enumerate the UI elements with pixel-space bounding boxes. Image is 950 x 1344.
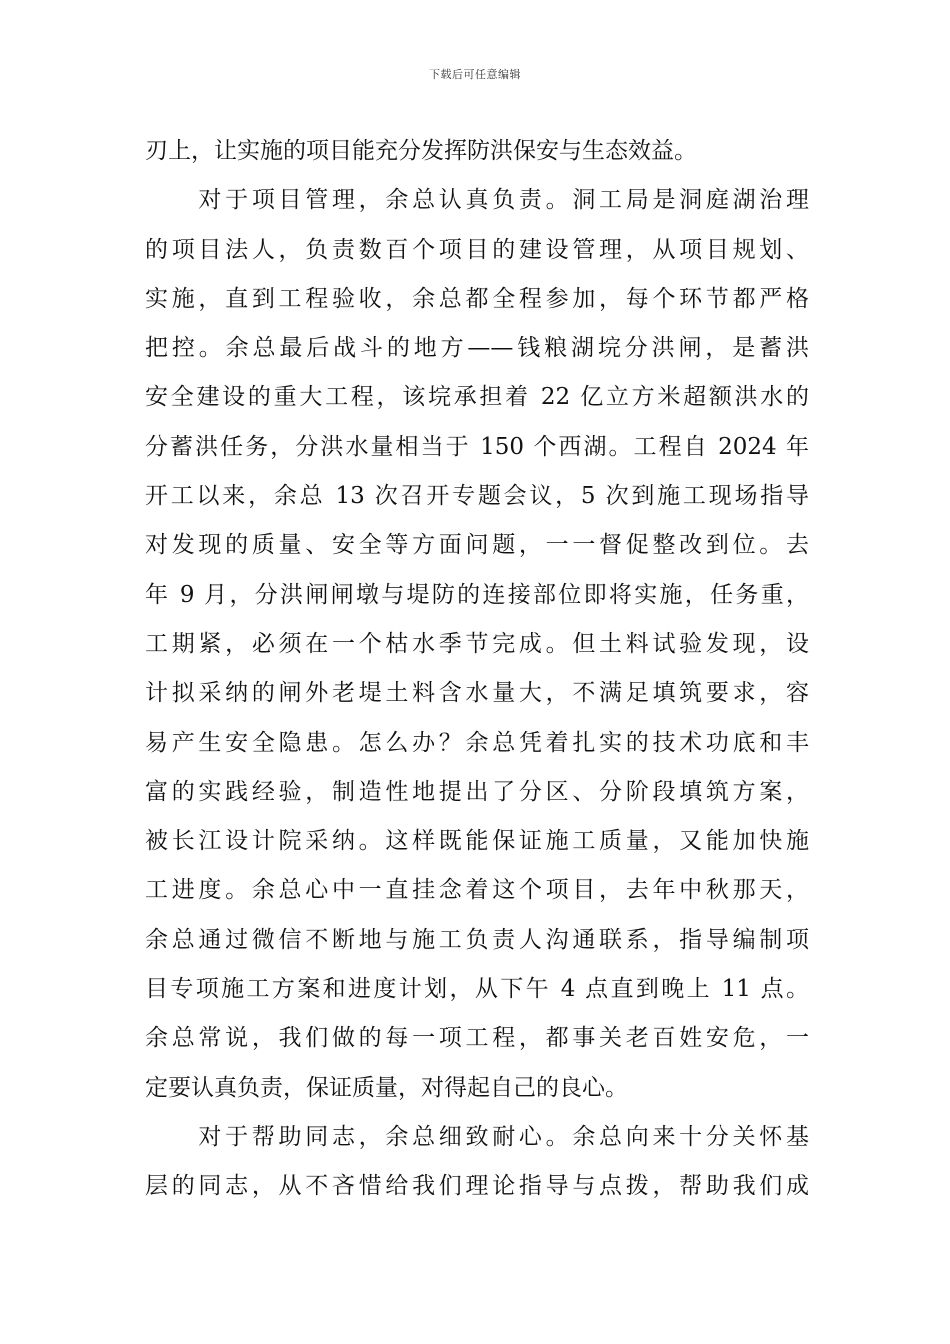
text-line: 余总常说，我们做的每一项工程，都事关老百姓安危，一: [145, 1025, 809, 1052]
text-line: 把控。余总最后战斗的地方——钱粮湖垸分洪闸，是蓄洪: [145, 335, 809, 362]
text-line: 刃上，让实施的项目能充分发挥防洪保安与生态效益。: [145, 138, 697, 164]
text-line: 工进度。余总心中一直挂念着这个项目，去年中秋那天，: [145, 877, 809, 904]
text-line: 定要认真负责，保证质量，对得起自己的良心。: [145, 1074, 628, 1101]
text-line: 对于帮助同志，余总细致耐心。余总向来十分关怀基: [145, 1123, 809, 1150]
text-line: 计拟采纳的闸外老堤土料含水量大，不满足填筑要求，容: [145, 680, 809, 707]
text-line: 对于项目管理，余总认真负责。洞工局是洞庭湖治理: [145, 187, 809, 214]
text-line: 余总通过微信不断地与施工负责人沟通联系，指导编制项: [145, 926, 809, 953]
text-line: 年 9 月，分洪闸闸墩与堤防的连接部位即将实施，任务重，: [145, 581, 809, 608]
text-line: 被长江设计院采纳。这样既能保证施工质量，又能加快施: [145, 828, 809, 855]
document-body: [145, 127, 809, 1212]
text-line: 层的同志，从不吝惜给我们理论指导与点拨，帮助我们成: [145, 1173, 809, 1200]
text-line: 工期紧，必须在一个枯水季节完成。但土料试验发现，设: [145, 630, 809, 657]
text-line: 安全建设的重大工程，该垸承担着 22 亿立方米超额洪水的: [145, 384, 809, 411]
text-line: 分蓄洪任务，分洪水量相当于 150 个西湖。工程自 2024 年: [145, 433, 809, 460]
text-line: 实施，直到工程验收，余总都全程参加，每个环节都严格: [145, 285, 809, 312]
text-line: 目专项施工方案和进度计划，从下午 4 点直到晚上 11 点。: [145, 976, 809, 1003]
text-line: 富的实践经验，制造性地提出了分区、分阶段填筑方案，: [145, 778, 809, 805]
page-header: 下载后可任意编辑: [429, 68, 521, 81]
text-line: 易产生安全隐患。怎么办？余总凭着扎实的技术功底和丰: [145, 729, 809, 756]
text-line: 的项目法人，负责数百个项目的建设管理，从项目规划、: [145, 236, 809, 263]
text-line: 开工以来，余总 13 次召开专题会议，5 次到施工现场指导: [145, 483, 809, 510]
text-line: 对发现的质量、安全等方面问题，一一督促整改到位。去: [145, 532, 809, 559]
